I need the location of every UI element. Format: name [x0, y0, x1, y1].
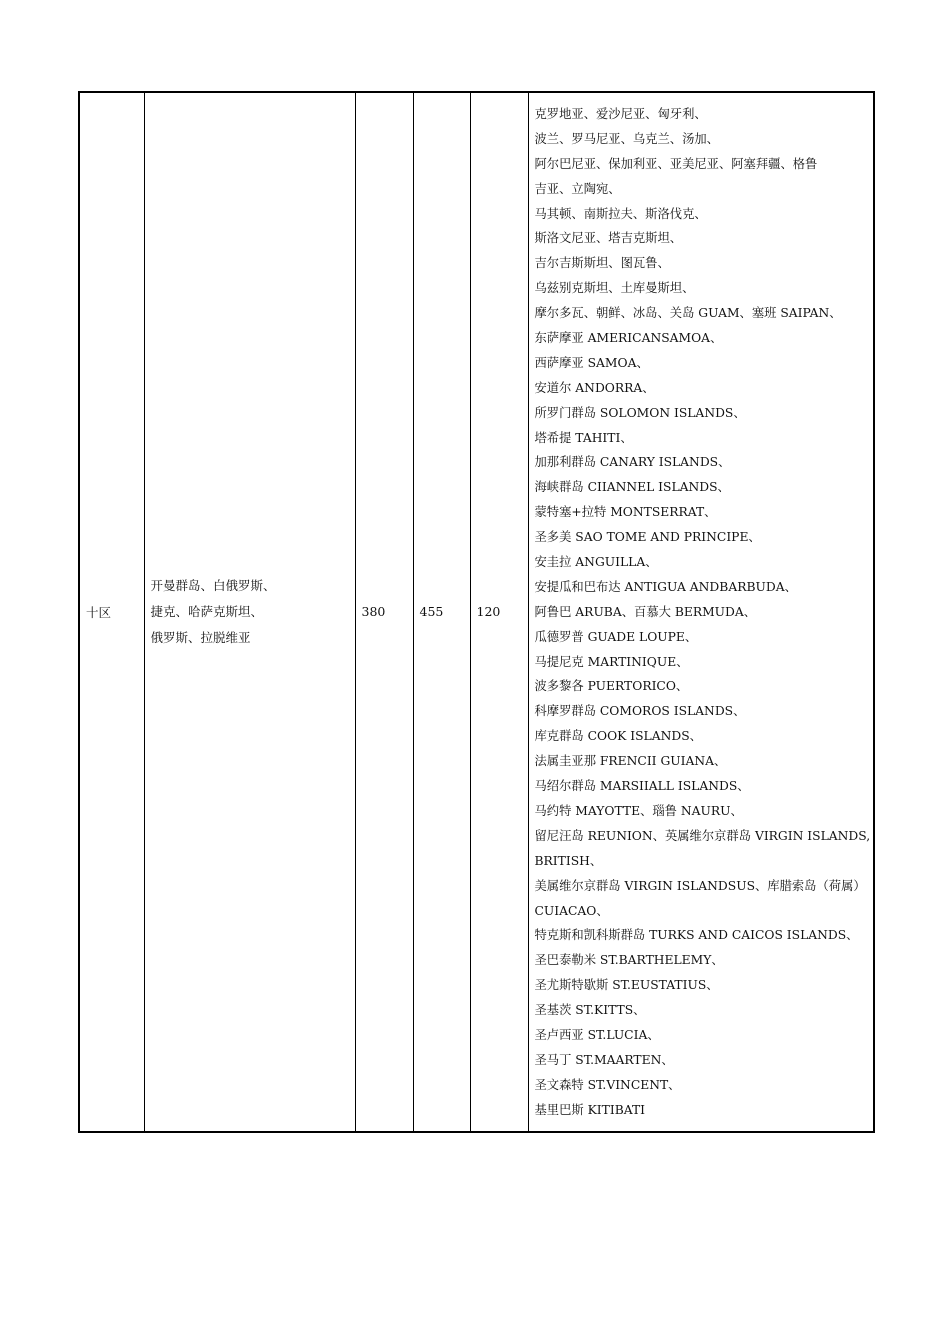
table-row	[79, 92, 874, 1132]
region-list-line: 西萨摩亚 SAMOA、	[534, 355, 649, 370]
region-list-line: 阿鲁巴 ARUBA、百慕大 BERMUDA、	[534, 604, 757, 619]
region-list-line: BRITISH、	[534, 853, 603, 868]
region-list-line: 圣文森特 ST.VINCENT、	[534, 1077, 681, 1092]
region-list-line: 加那利群岛 CANARY ISLANDS、	[534, 455, 731, 470]
zone-cell: 十区	[79, 92, 144, 1132]
region-list-line: 马提尼克 MARTINIQUE、	[534, 654, 689, 669]
region-list-line: 东萨摩亚 AMERICANSAMOA、	[534, 331, 723, 346]
region-list-line: CUIACAO、	[534, 903, 609, 918]
region-list-line: 基里巴斯 KITIBATI	[534, 1102, 646, 1117]
region-list-line: 圣基茨 ST.KITTS、	[534, 1003, 646, 1018]
region-list-line: 波多黎各 PUERTORICO、	[534, 679, 689, 694]
zone-rate-table	[78, 91, 875, 1133]
region-list-line: 法属圭亚那 FRENCII GUIANA、	[534, 754, 727, 769]
region-list-line: 圣多美 SAO TOME AND PRINCIPE、	[534, 530, 761, 545]
region-list-line: 美属维尔京群岛 VIRGIN ISLANDSUS、库腊索岛（荷属）	[534, 878, 866, 893]
region-list-line: 吉尔吉斯斯坦、图瓦鲁、	[534, 256, 670, 271]
region-list-line: 摩尔多瓦、朝鲜、冰岛、关岛 GUAM、塞班 SAIPAN、	[534, 306, 842, 321]
price-cell-2: 455	[413, 92, 470, 1132]
region-list-line: 阿尔巴尼亚、保加利亚、亚美尼亚、阿塞拜疆、格鲁	[534, 156, 818, 171]
region-list-line: 圣马丁 ST.MAARTEN、	[534, 1052, 674, 1067]
countries-line: 俄罗斯、拉脱维亚	[150, 629, 251, 645]
region-list-line: 乌兹别克斯坦、土库曼斯坦、	[534, 281, 695, 296]
region-list-line: 科摩罗群岛 COMOROS ISLANDS、	[534, 704, 746, 719]
price-cell-3: 120	[470, 92, 528, 1132]
region-list-line: 吉亚、立陶宛、	[534, 181, 621, 196]
region-list-line: 马其顿、南斯拉夫、斯洛伐克、	[534, 206, 707, 221]
region-list-line: 海峡群岛 CIIANNEL ISLANDS、	[534, 480, 730, 495]
region-list-line: 圣巴泰勒米 ST.BARTHELEMY、	[534, 953, 724, 968]
region-list-line: 安道尔 ANDORRA、	[534, 380, 655, 395]
region-list-line: 瓜德罗普 GUADE LOUPE、	[534, 629, 698, 644]
region-list-line: 马约特 MAYOTTE、瑙鲁 NAURU、	[534, 803, 743, 818]
region-list-line: 安圭拉 ANGUILLA、	[534, 555, 658, 570]
countries-line: 捷克、哈萨克斯坦、	[150, 603, 264, 619]
region-list-line: 留尼汪岛 REUNION、英属维尔京群岛 VIRGIN ISLANDS,	[534, 828, 871, 843]
region-list-line: 克罗地亚、爱沙尼亚、匈牙利、	[534, 107, 707, 121]
region-list-line: 安提瓜和巴布达 ANTIGUA ANDBARBUDA、	[534, 579, 797, 594]
region-list-line: 库克群岛 COOK ISLANDS、	[534, 729, 702, 744]
region-list-line: 所罗门群岛 SOLOMON ISLANDS、	[534, 405, 746, 420]
region-list-cell	[528, 92, 874, 1132]
countries-line: 开曼群岛、白俄罗斯、	[150, 577, 276, 593]
region-list-line: 圣卢西亚 ST.LUCIA、	[534, 1027, 660, 1042]
region-list-line: 波兰、罗马尼亚、乌克兰、汤加、	[534, 131, 719, 146]
region-list-line: 马绍尔群岛 MARSIIALL ISLANDS、	[534, 779, 750, 794]
region-list-line: 特克斯和凯科斯群岛 TURKS AND CAICOS ISLANDS、	[534, 928, 859, 943]
region-list-line: 斯洛文尼亚、塔吉克斯坦、	[534, 231, 683, 246]
region-list-line: 圣尤斯特歇斯 ST.EUSTATIUS、	[534, 978, 719, 993]
countries-cell	[144, 92, 355, 1132]
price-cell-1: 380	[355, 92, 413, 1132]
region-list-line: 蒙特塞+拉特 MONTSERRAT、	[534, 505, 717, 520]
region-list-line: 塔希提 TAHITI、	[534, 430, 633, 445]
